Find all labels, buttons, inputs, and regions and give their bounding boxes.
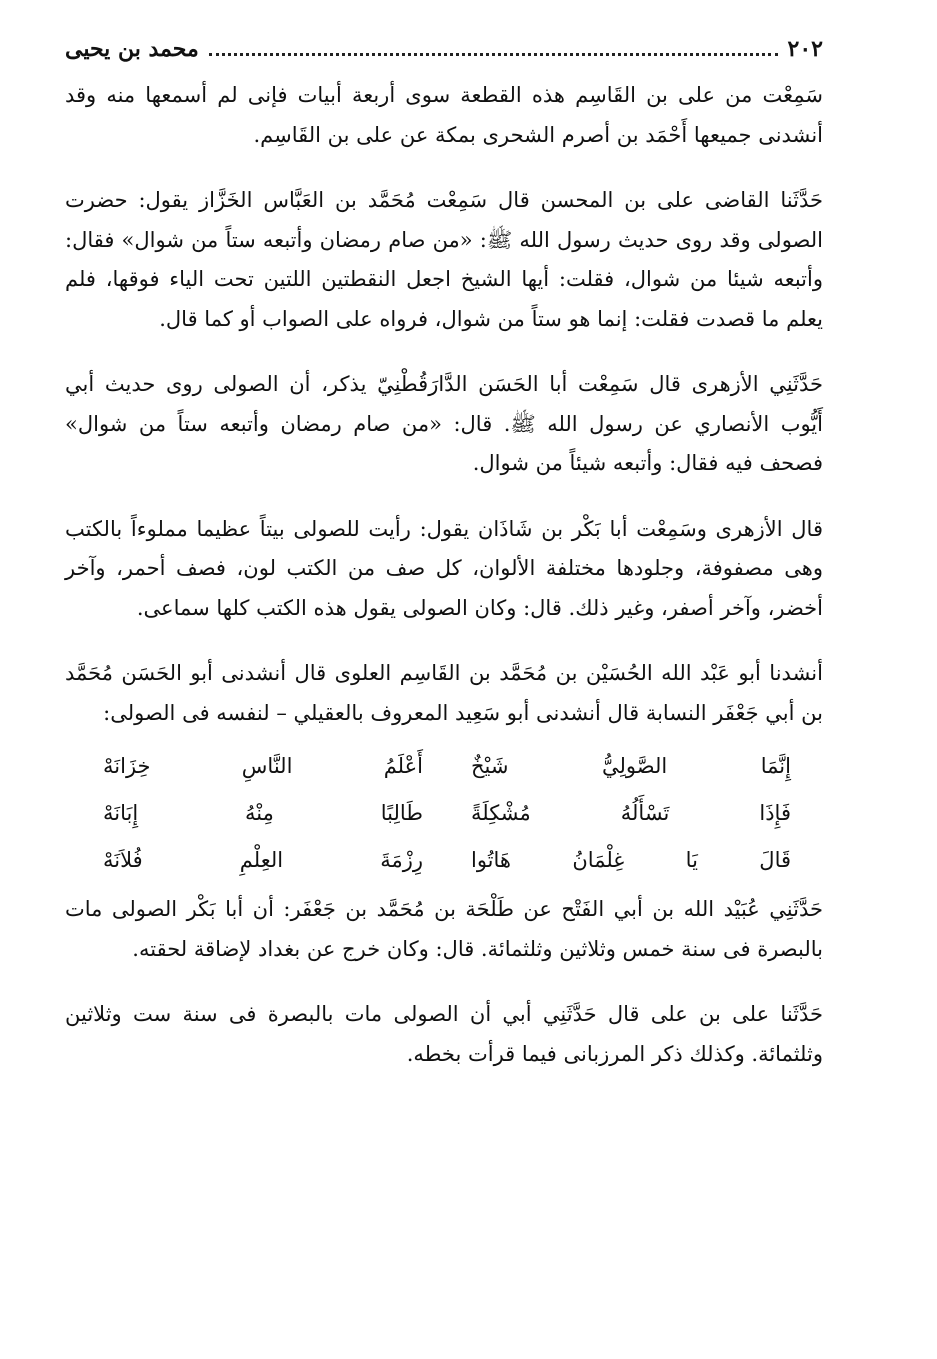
verse-second-hemistich: طَالِبًا مِنْهُ إِبَانَهْ [103, 801, 423, 825]
book-page [65, 36, 823, 1074]
page-header [65, 36, 823, 76]
poem [65, 743, 823, 884]
paragraph-1: سَمِعْت من على بن القَاسِم هذه القطعة سوى أربعة أبيات فإنى لم أسمعها منه وقد أنشدنى جميعها أَحْمَد بن أصرم الشحرى بمكة عن على بن القَاسِم. [65, 83, 823, 147]
paragraph-5: أنشدنا أبو عَبْد الله الحُسَيْن بن مُحَمَّد بن القَاسِم العلوى قال أنشدنى أبو الحَسَن مُحَمَّد بن أبي جَعْفَر النسابة قال أنشدنى أبو سَعِيد المعروف بالعقيلي – لنفسه فى الصولى: [65, 661, 823, 725]
paragraph-6: حَدَّثَنِي عُبَيْد الله بن أبي الفَتْح عن طَلْحَة بن مُحَمَّد بن جَعْفَر: أن أبا بَكْر الصولى مات بالبصرة فى سنة خمس وثلاثين وثلثمائة. قال: وكان خرج عن بغداد لإضاقة لحقته. [65, 897, 823, 961]
poem-verse [65, 790, 823, 837]
paragraph-2: حَدَّثَنا القاضى على بن المحسن قال سَمِعْت مُحَمَّد بن العَبَّاس الخَزَّاز يقول: حضرت الصولى وقد روى حديث رسول الله ﷺ: «من صام رمضان وأتبعه ستاً من شوال» فقال: وأتبعه شيئا من شوال، فقلت: أيها الشيخ اجعل النقطتين اللتين تحت الياء فوقها، فلم يعلم ما قصدت فقلت: إنما هو ستاً من شوال، فرواه على الصواب أو كما قال. [65, 188, 823, 331]
paragraph-spacer [65, 155, 823, 181]
paragraph-4: قال الأزهرى وسَمِعْت أبا بَكْر بن شَاذَان يقول: رأيت للصولى بيتاً عظيما مملوءاً بالكتب وهى مصفوفة، وجلودها مختلفة الألوان، كل صف من الكتب لون، فصف أحمر، وآخر أخضر، وآخر أصفر، وغير ذلك. قال: وكان الصولى يقول هذه الكتب كلها سماعى. [65, 516, 823, 620]
header-dotted-leader [209, 39, 778, 56]
paragraph-spacer [65, 969, 823, 995]
verse-first-hemistich: قَالَ يَا غِلْمَانُ هَاتُوا [471, 848, 791, 872]
paragraph-spacer [65, 339, 823, 365]
paragraph-7: حَدَّثَنا على بن على قال حَدَّثَنِي أبي أن الصولى مات بالبصرة فى سنة ست وثلاثين وثلثمائة. وكذلك ذكر المرزبانى فيما قرأت بخطه. [65, 1002, 823, 1066]
verse-second-hemistich: رِزْمَةَ العِلْمِ فُلاَنَهْ [103, 848, 423, 872]
verse-first-hemistich: فَإِذَا تَسْأَلُهُ مُشْكِلَةً [471, 801, 791, 825]
verse-first-hemistich: إِنَّمَا الصَّولِيُّ شَيْخٌ [471, 754, 791, 778]
verse-second-hemistich: أَعْلَمُ النَّاسِ خِزَانَهْ [103, 754, 423, 778]
running-title: محمد بن يحيى [65, 36, 199, 62]
paragraph-3: حَدَّثَنِي الأزهرى قال سَمِعْت أبا الحَسَن الدَّارَقُطْنِيّ يذكر، أن الصولى روى حديث أبي أَيُّوب الأنصاري عن رسول الله ﷺ. قال: «من صام رمضان وأتبعه ستاً من شوال» فصحف فيه فقال: وأتبعه شيئاً من شوال. [65, 372, 823, 475]
paragraph-spacer [65, 484, 823, 510]
poem-verse [65, 837, 823, 884]
page-number: ٢٠٢ [787, 36, 823, 62]
poem-verse [65, 743, 823, 790]
paragraph-spacer [65, 628, 823, 654]
